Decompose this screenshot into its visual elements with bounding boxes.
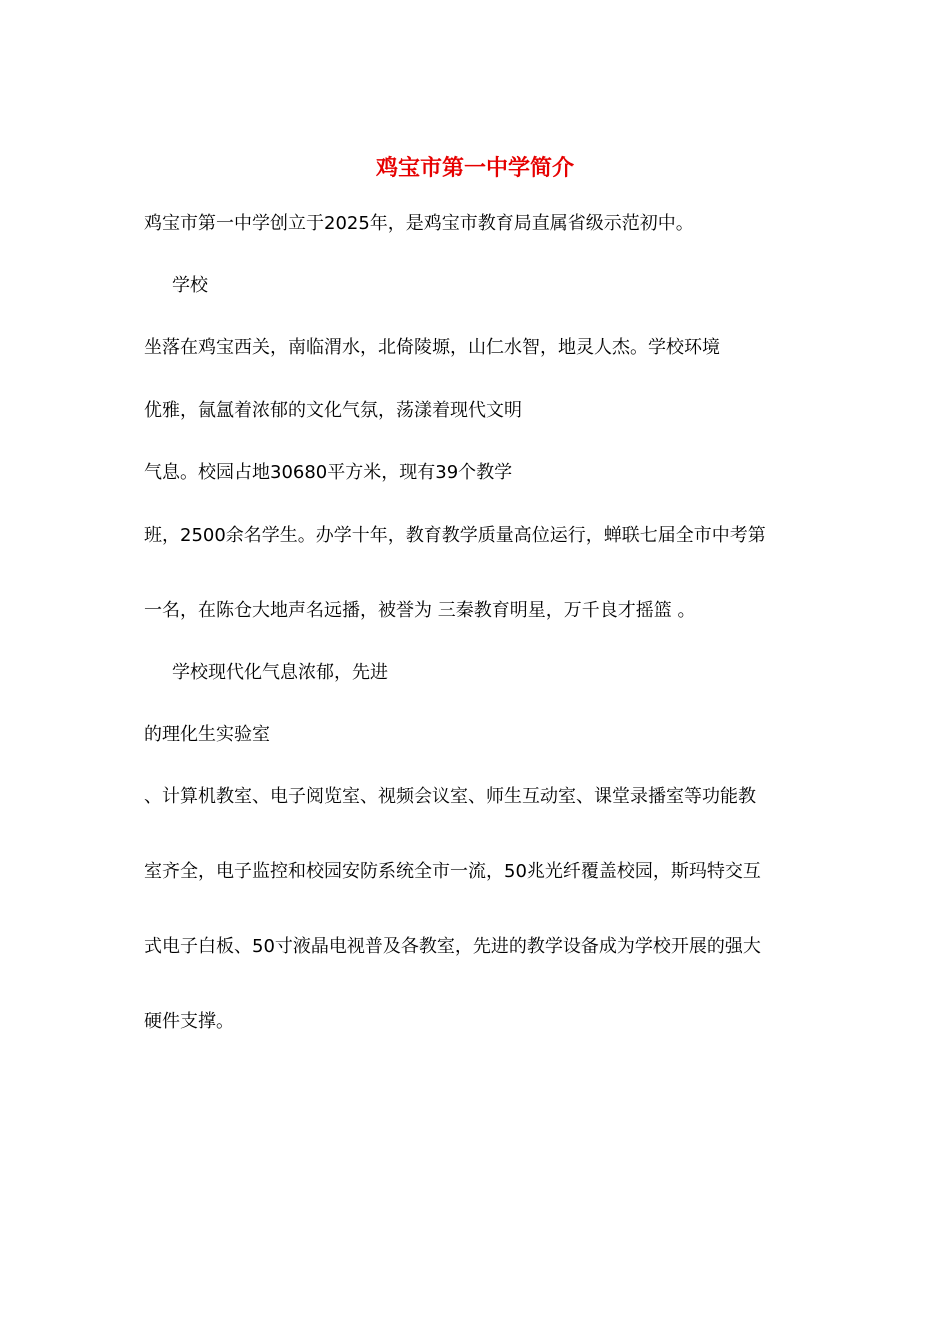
document-title: 鸡宝市第一中学简介: [375, 155, 574, 181]
text-line-1: 鸡宝市第一中学创立于2025年，是鸡宝市教育局直属省级示范初中。: [144, 213, 694, 234]
text-line-12: 式电子白板、50寸液晶电视普及各教室，先进的教学设备成为学校开展的强大: [144, 936, 761, 957]
text-line-11: 室齐全，电子监控和校园安防系统全市一流，50兆光纤覆盖校园，斯玛特交互: [144, 861, 761, 882]
text-line-4: 优雅，氤氲着浓郁的文化气氛，荡漾着现代文明: [144, 400, 522, 421]
text-line-9: 的理化生实验室: [144, 724, 270, 745]
text-line-8: 学校现代化气息浓郁，先进: [172, 662, 388, 683]
text-line-10: 、计算机教室、电子阅览室、视频会议室、师生互动室、课堂录播室等功能教: [144, 786, 756, 807]
text-line-6: 班，2500余名学生。办学十年，教育教学质量高位运行，蝉联七届全市中考第: [144, 525, 766, 546]
text-line-2: 学校: [172, 275, 208, 296]
text-line-3: 坐落在鸡宝西关，南临渭水，北倚陵塬，山仁水智，地灵人杰。学校环境: [144, 337, 720, 358]
text-line-5: 气息。校园占地30680平方米，现有39个教学: [144, 462, 513, 483]
text-line-13: 硬件支撑。: [144, 1011, 234, 1032]
text-line-7: 一名，在陈仓大地声名远播，被誉为 三秦教育明星，万千良才摇篮 。: [144, 600, 696, 621]
